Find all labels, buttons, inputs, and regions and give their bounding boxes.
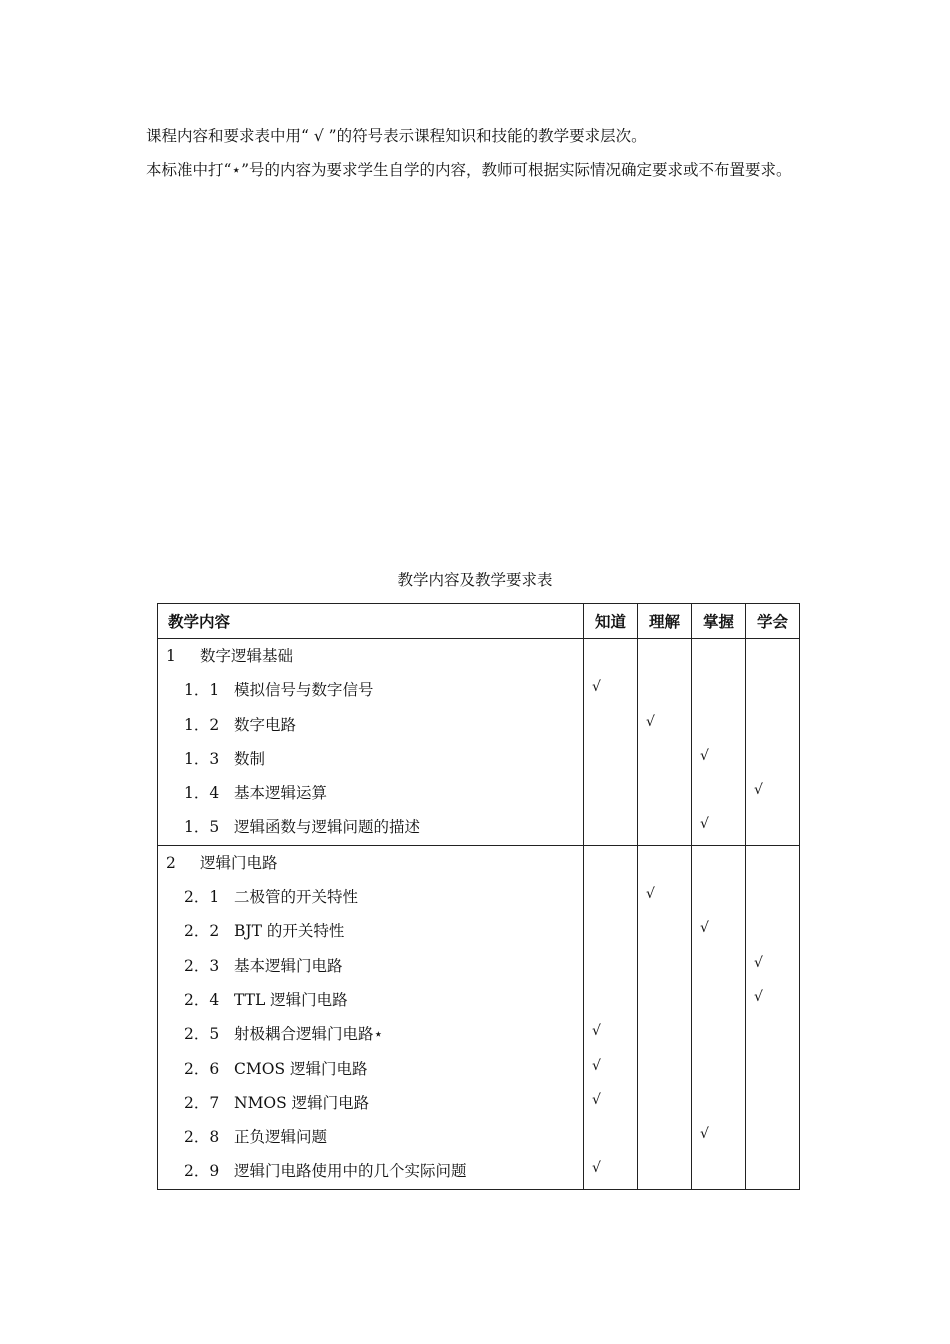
check-mark: √ bbox=[754, 954, 763, 971]
item-text: 基本逻辑门电路 bbox=[234, 956, 343, 975]
check-mark: √ bbox=[646, 886, 655, 903]
header-learn: 学会 bbox=[746, 604, 800, 639]
check-mark: √ bbox=[592, 1160, 601, 1177]
check-mark: √ bbox=[754, 782, 763, 799]
check-mark: √ bbox=[592, 1091, 601, 1108]
item-number: 2．1 bbox=[184, 888, 220, 907]
check-mark: √ bbox=[700, 747, 709, 764]
check-mark: √ bbox=[754, 988, 763, 1005]
item-text: 逻辑门电路使用中的几个实际问题 bbox=[234, 1162, 467, 1181]
content-item bbox=[158, 1017, 583, 1051]
section-heading bbox=[158, 639, 583, 673]
header-know: 知道 bbox=[584, 604, 638, 639]
content-item bbox=[158, 810, 583, 844]
content-item bbox=[158, 914, 583, 948]
level-column-1 bbox=[584, 639, 638, 846]
item-number: 2．9 bbox=[184, 1162, 220, 1181]
item-text: 正负逻辑问题 bbox=[234, 1128, 328, 1147]
item-text: 基本逻辑运算 bbox=[234, 784, 328, 803]
section-title: 逻辑门电路 bbox=[200, 853, 278, 872]
level-column-4 bbox=[746, 845, 800, 1189]
section-content-cell bbox=[158, 639, 584, 846]
item-number: 2．6 bbox=[184, 1059, 220, 1078]
item-text: 数字电路 bbox=[234, 715, 297, 734]
content-item bbox=[158, 708, 583, 742]
item-number: 1．2 bbox=[184, 715, 220, 734]
check-mark: √ bbox=[700, 920, 709, 937]
content-item bbox=[158, 1154, 583, 1188]
item-text: 射极耦合逻辑门电路⋆ bbox=[234, 1025, 384, 1044]
item-text: BJT 的开关特性 bbox=[234, 922, 345, 941]
content-item bbox=[158, 880, 583, 914]
content-item bbox=[158, 1120, 583, 1154]
intro-text-1: 课程内容和要求表中用“ √ ”的符号表示课程知识和技能的教学要求层次。 bbox=[146, 127, 647, 145]
section-title: 数字逻辑基础 bbox=[200, 647, 294, 665]
level-column-3 bbox=[692, 639, 746, 846]
content-item bbox=[158, 776, 583, 810]
check-mark: √ bbox=[700, 1126, 709, 1143]
section-row bbox=[158, 845, 800, 1189]
item-number: 2．2 bbox=[184, 922, 220, 941]
check-mark: √ bbox=[592, 679, 601, 696]
level-column-2 bbox=[638, 639, 692, 846]
header-understand: 理解 bbox=[638, 604, 692, 639]
item-number: 2．4 bbox=[184, 990, 220, 1009]
table-caption: 教学内容及教学要求表 bbox=[397, 571, 553, 589]
content-item bbox=[158, 1086, 583, 1120]
item-number: 2．8 bbox=[184, 1128, 220, 1147]
section-content-cell bbox=[158, 845, 584, 1189]
level-column-2 bbox=[638, 845, 692, 1189]
item-number: 2．3 bbox=[184, 956, 220, 975]
header-content: 教学内容 bbox=[158, 604, 584, 639]
item-number: 2．7 bbox=[184, 1093, 220, 1112]
section-heading bbox=[158, 846, 583, 880]
item-number: 2．5 bbox=[184, 1025, 220, 1044]
level-column-3 bbox=[692, 845, 746, 1189]
section-row bbox=[158, 639, 800, 846]
content-item bbox=[158, 742, 583, 776]
header-master: 掌握 bbox=[692, 604, 746, 639]
content-item bbox=[158, 983, 583, 1017]
check-mark: √ bbox=[592, 1023, 601, 1040]
section-number: 2 bbox=[166, 853, 176, 872]
check-mark: √ bbox=[592, 1057, 601, 1074]
item-number: 1．5 bbox=[184, 818, 220, 837]
requirements-table bbox=[157, 603, 800, 1190]
item-text: 二极管的开关特性 bbox=[234, 888, 359, 907]
item-number: 1．3 bbox=[184, 749, 220, 768]
level-column-1 bbox=[584, 845, 638, 1189]
check-mark: √ bbox=[700, 816, 709, 833]
item-text: 数制 bbox=[234, 749, 266, 768]
intro-paragraph-1 bbox=[146, 119, 818, 153]
item-text: NMOS 逻辑门电路 bbox=[234, 1093, 370, 1112]
table-header-row bbox=[158, 604, 800, 639]
content-item bbox=[158, 949, 583, 983]
section-number: 1 bbox=[166, 647, 176, 665]
item-number: 1．4 bbox=[184, 784, 220, 803]
item-text: 逻辑函数与逻辑问题的描述 bbox=[234, 818, 421, 837]
item-text: CMOS 逻辑门电路 bbox=[234, 1059, 368, 1078]
check-mark: √ bbox=[646, 713, 655, 730]
content-item bbox=[158, 1052, 583, 1086]
intro-text-2: 本标准中打“⋆”号的内容为要求学生自学的内容，教师可根据实际情况确定要求或不布置要求。 bbox=[146, 161, 792, 179]
content-item bbox=[158, 673, 583, 707]
item-text: TTL 逻辑门电路 bbox=[234, 990, 348, 1009]
intro-paragraph-2 bbox=[146, 153, 818, 187]
level-column-4 bbox=[746, 639, 800, 846]
item-text: 模拟信号与数字信号 bbox=[234, 681, 374, 700]
item-number: 1．1 bbox=[184, 681, 220, 700]
